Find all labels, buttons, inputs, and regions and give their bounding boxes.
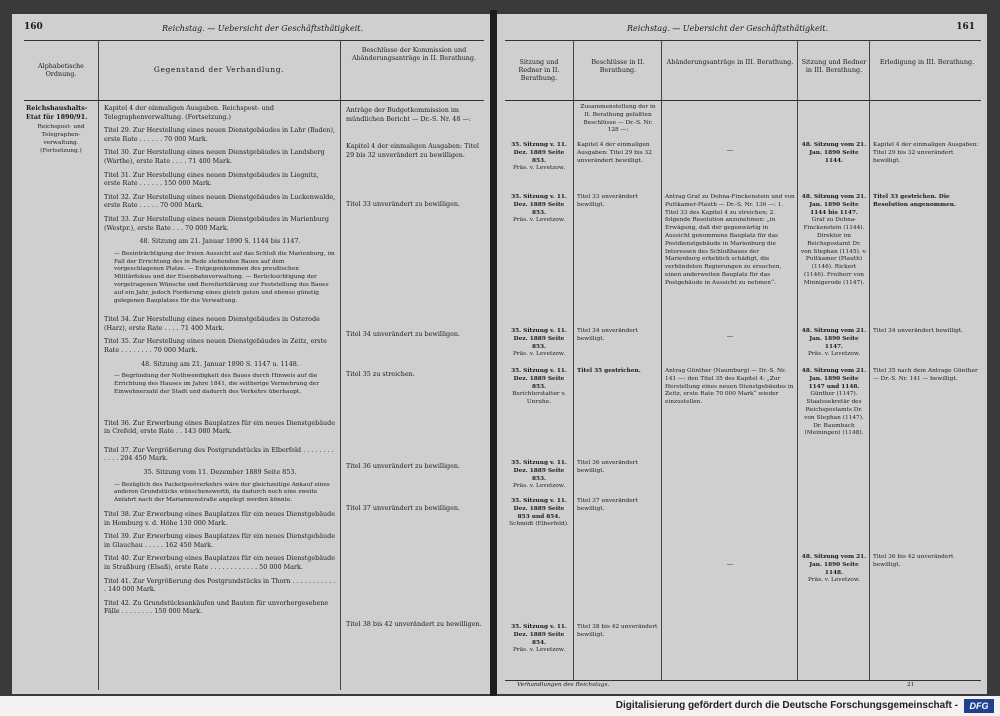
- speaker: Präs. v. Levetzow.: [512, 351, 566, 358]
- col-divider: [98, 40, 99, 690]
- decision-cell: Titel 38 bis 42 unverändert bewilligt.: [577, 624, 658, 638]
- column-header: Erledigung in III. Berathung.: [879, 58, 975, 66]
- entry-item: Titel 39. Zur Erwerbung eines Bauplatzes für ein neues Dienstgebäude in Glauchau . . . . . 162 450 Mark.: [104, 532, 335, 549]
- col-divider: [869, 40, 870, 680]
- session-ref: 48. Sitzung vom 21. Jan. 1890 Seite 1147.: [801, 328, 867, 350]
- session3-cell: [801, 554, 867, 585]
- column-header: Sitzung und Redner in III. Berathung.: [801, 58, 867, 74]
- entry-item: Titel 38. Zur Erwerbung eines Bauplatzes für ein neues Dienstgebäude in Homburg v. d. Höhe 130 000 Mark.: [104, 510, 335, 527]
- session-ref: 35. Sitzung v. 11. Dez. 1889 Seite 853.: [511, 194, 567, 216]
- decision-cell: Titel 36 unverändert bewilligt.: [577, 460, 638, 474]
- session-ref: 35. Sitzung vom 11. Dezember 1889 Seite 853.: [143, 468, 297, 477]
- commission-entry: Kapitel 4 der einmaligen Ausgaben: Titel 29 bis 32 unverändert zu bewilligen.: [346, 142, 479, 159]
- speakers: Präs. v. Levetzow.: [807, 351, 861, 358]
- entry-note: — Bezüglich des Packetpostverkehrs wäre der gleichzeitige Ankauf eines anderen Grundstücks wünschenswerth, da dadurch noch eine zweite Anfahrt nach der Mariannenstraße angelegt werden könnte.: [114, 481, 330, 504]
- commission-entry: Titel 35 zu streichen.: [346, 370, 415, 378]
- column-header: Gegenstand der Verhandlung.: [153, 65, 285, 74]
- footer-text: Digitalisierung gefördert durch die Deutsche Forschungsgemeinschaft -: [615, 700, 958, 711]
- entry-item: Titel 34. Zur Herstellung eines neuen Dienstgebäudes in Osterode (Harz), erste Rate . . . . 71 400 Mark.: [104, 315, 320, 332]
- entry-item: Titel 29. Zur Herstellung eines neuen Dienstgebäudes in Lahr (Baden), erste Rate . . . . . . 70 000 Mark.: [104, 126, 335, 143]
- sidebar-sub: Reichspost- und Telegraphen-verwaltung. (Fortsetzung.): [37, 124, 85, 154]
- entry-item: Titel 42. Zu Grundstücksankäufen und Bauten für unvorhergesehene Fälle . . . . . . . . 150 000 Mark.: [104, 598, 329, 616]
- speaker: Präs. v. Levetzow.: [512, 647, 566, 654]
- entries-column: [104, 104, 336, 621]
- speaker: Schmidt (Elberfeld).: [509, 521, 569, 528]
- session-cell: [507, 498, 571, 529]
- speakers: Graf zu Dohna-Finckenstein (1144). Direktor im Reichspostamt Dr. von Stephan (1145). v. Puttkamer (Plauth) (1146). Rickert (1146). Freiherr von Minnigerode (1147).: [801, 217, 867, 286]
- session-cell: [507, 328, 571, 359]
- rule-header: [505, 100, 981, 101]
- commission-entry: Titel 34 unverändert zu bewilligen.: [346, 330, 461, 338]
- entry-item: Titel 31. Zur Herstellung eines neuen Dienstgebäudes in Liegnitz, erste Rate . . . . . . 150 000 Mark.: [104, 170, 319, 188]
- session-ref: 35. Sitzung v. 11. Dez. 1889 Seite 854.: [511, 624, 567, 646]
- result-cell: Titel 36 bis 42 unverändert bewilligt.: [873, 554, 954, 568]
- result-cell: Kapitel 4 der einmaligen Ausgaben: Titel 29 bis 32 unverändert bewilligt.: [873, 142, 979, 164]
- column-header: Abänderungsanträge in III. Berathung.: [666, 58, 794, 66]
- rule-top: [505, 40, 981, 41]
- speaker: Präs. v. Levetzow.: [512, 483, 566, 490]
- speaker: Präs. v. Levetzow.: [512, 217, 566, 224]
- col-divider: [797, 40, 798, 680]
- session-ref: 35. Sitzung v. 11. Dez. 1889 Seite 853 und 854.: [511, 498, 567, 520]
- commission-column: [346, 14, 484, 694]
- amendment-cell: Antrag Günther (Naumburg) — Dr.-S. Nr. 141 —: den Titel 35 des Kapitel 4: „Zur Herstellung eines neuen Dienstgebäudes in Zeitz, erste Rate 70 000 Mark“ wieder einzustellen.: [665, 368, 794, 406]
- session3-cell: [801, 368, 867, 438]
- result-cell: Titel 34 unverändert bewilligt.: [873, 328, 964, 334]
- amendment-cell: —: [726, 146, 734, 154]
- session-cell: [507, 142, 571, 173]
- session-cell: [507, 624, 571, 655]
- session-ref: 48. Sitzung am 21. Januar 1890 S. 1144 bis 1147.: [139, 237, 301, 246]
- entry-note: — Beeinträchtigung der freien Aussicht auf das Schloß die Marienburg, im Fall der Errichtung des in Rede stehenden Baues auf dem vorgeschlagenen Platze. — Entgegenkommen des preußischen Militärfiskus und der Eisenbahnverwaltung. — Berücksichtigung der vorgetragenen Wünsche und Bereiterklärung zur Feststellung des Baues auf ein Jahr, jedoch Forderung eines gleich guten und ebenso günstig gelegenen Bauplatzes für die Verwaltung.: [114, 250, 335, 304]
- amendment-cell: —: [726, 332, 734, 340]
- column-header: Beschlüsse in II. Berathung.: [591, 58, 645, 74]
- col-divider: [573, 40, 574, 680]
- session-cell: [507, 460, 571, 491]
- commission-entry: Titel 36 unverändert zu bewilligen.: [346, 462, 461, 470]
- session-ref: 48. Sitzung vom 21. Jan. 1890 Seite 1148.: [801, 554, 867, 576]
- col-divider: [340, 40, 341, 690]
- amendment-cell: —: [726, 560, 734, 568]
- book-gutter: [490, 10, 497, 700]
- running-head: Reichstag. — Uebersicht der Geschäftsthätigkeit.: [162, 24, 364, 33]
- speakers: Präs. v. Levetzow.: [807, 577, 861, 584]
- speaker: Präs. v. Levetzow.: [512, 165, 566, 172]
- column-header: Sitzung und Redner in II. Berathung.: [518, 58, 560, 82]
- left-page: [12, 14, 490, 694]
- entry-item: Titel 33. Zur Herstellung eines neuen Dienstgebäudes in Marienburg (Westpr.), erste Rate . . . 70 000 Mark.: [104, 214, 329, 232]
- session3-cell: [801, 194, 867, 288]
- entry-item: Titel 40. Zur Erwerbung eines Bauplatzes für ein neues Dienstgebäude in Straßburg (Elsaß), erste Rate . . . . . . . . . . . . 50 000 Mark.: [104, 554, 335, 571]
- session3-cell: [801, 328, 867, 359]
- sidebar: [26, 104, 96, 155]
- result-cell: Titel 35 nach dem Antrage Günther — Dr.-S. Nr. 141 — bewilligt.: [873, 368, 978, 382]
- amendment-cell: Antrag Graf zu Dohna-Finckenstein und von Puttkamer-Plauth — Dr.-S. Nr. 136 —: 1. Titel 33 des Kapitel 4 zu streichen; 2. folgende Resolution anzunehmen: „in Erwägung, daß der gegenwärtig in Aussicht genommene Bauplatz für das Postdienstgebäude in Marienburg die Interessen des Schloßbaues der Marienburg erheblich schädigt, die verbündeten Regierungen zu ersuchen, einen anderweiten Bauplatz für das Postgebäude in Aussicht zu nehmen“.: [665, 194, 795, 286]
- session-ref: 35. Sitzung v. 11. Dez. 1889 Seite 853.: [511, 328, 567, 350]
- session-ref: 35. Sitzung v. 11. Dez. 1889 Seite 853.: [511, 368, 567, 390]
- column-header: Alphabetische Ordnung.: [38, 62, 84, 78]
- sidebar-title: Reichshaushalts-Etat für 1890/91.: [26, 104, 88, 121]
- result-cell: Titel 33 gestrichen. Die Resolution angenommen.: [873, 194, 957, 208]
- dfg-logo[interactable]: DFG: [964, 699, 994, 713]
- session-ref: 48. Sitzung vom 21. Jan. 1890 Seite 1147 und 1148.: [801, 368, 867, 390]
- session-ref: 35. Sitzung v. 11. Dez. 1889 Seite 853.: [511, 460, 567, 482]
- session-cell: [507, 368, 571, 407]
- footer-bar: [0, 696, 1000, 716]
- entry-item: Titel 41. Zur Vergrößerung des Postgrundstücks in Thorn . . . . . . . . . . . . 140 000 Mark.: [104, 576, 336, 594]
- commission-entry: Titel 38 bis 42 unverändert zu bewilligen.: [346, 620, 482, 628]
- session-cell: [507, 194, 571, 225]
- entry-item: Titel 30. Zur Herstellung eines neuen Dienstgebäudes in Landsberg (Warthe), erste Rate . . . . 71 400 Mark.: [104, 148, 325, 165]
- decision-cell: Titel 37 unverändert bewilligt.: [577, 498, 638, 512]
- session-ref: 35. Sitzung v. 11. Dez. 1889 Seite 853.: [511, 142, 567, 164]
- commission-entry: Anträge der Budgetkommission im mündlichen Bericht — Dr.-S. Nr. 48 —:: [346, 106, 471, 123]
- speakers: Günther (1147). Staatssekretär des Reichspostamts Dr. von Stephan (1147). Dr. Baumbach (Meiningen) (1148).: [804, 391, 864, 437]
- decision-cell: Titel 33 unverändert bewilligt.: [577, 194, 638, 208]
- session-ref: 48. Sitzung vom 21. Jan. 1890 Seite 1144 bis 1147.: [801, 194, 867, 216]
- decision-cell: Kapitel 4 der einmaligen Ausgaben: Titel 29 bis 32 unverändert bewilligt.: [577, 142, 652, 164]
- entry-item: Titel 37. Zur Vergrößerung des Postgrundstücks in Elberfeld . . . . . . . . . . . . 204 450 Mark.: [104, 445, 334, 463]
- entry-item: Titel 35. Zur Herstellung eines neuen Dienstgebäudes in Zeitz, erste Rate . . . . . . . . 70 000 Mark.: [104, 337, 327, 355]
- session-ref: 48. Sitzung am 21. Januar 1890 S. 1147 u. 1148.: [141, 359, 299, 368]
- running-head: Reichstag. — Uebersicht der Geschäftsthätigkeit.: [627, 24, 829, 33]
- rule-bottom: [505, 680, 981, 681]
- col-divider: [661, 40, 662, 680]
- bottom-note: Verhandlungen des Reichstags.: [517, 682, 610, 688]
- speaker: Berichterstatter v. Unruhe.: [512, 391, 566, 406]
- decision-cell: Titel 34 unverändert bewilligt.: [577, 328, 638, 342]
- entry-item: Titel 32. Zur Herstellung eines neuen Dienstgebäudes in Luckenwalde, erste Rate . . . . . 70 000 Mark.: [104, 192, 336, 210]
- signature-mark: 21: [907, 682, 915, 688]
- column-header: Beschlüsse der Kommission und Abänderungsanträge in II. Berathung.: [351, 46, 477, 62]
- commission-entry: Titel 37 unverändert zu bewilligen.: [346, 504, 461, 512]
- entry-item: Titel 36. Zur Erwerbung eines Bauplatzes für ein neues Dienstgebäude in Crefeld, erste Rate . . 143 080 Mark.: [104, 418, 335, 436]
- compilation-note: Zusammenstellung der in II. Berathung gefaßten Beschlüsse — Dr.-S. Nr. 128 —:: [580, 104, 656, 134]
- page-number: 160: [24, 22, 43, 32]
- commission-entry: Titel 33 unverändert zu bewilligen.: [346, 200, 461, 208]
- right-page: [497, 14, 987, 694]
- session3-cell: 48. Sitzung vom 21. Jan. 1890 Seite 1144.: [801, 142, 867, 164]
- entry-note: — Begründung der Nothwendigkeit des Baues durch Hinweis auf die Errichtung des Hauses im Jahre 1841, die seitherige Vermehrung der Einwohnerzahl der Stadt und dadurch des Verkehrs überhaupt.: [114, 373, 319, 395]
- page-number: 161: [956, 22, 975, 32]
- entry-item: Kapitel 4 der einmaligen Ausgaben. Reichspost- und Telegraphenverwaltung. (Fortsetzung.): [104, 104, 274, 121]
- decision-cell: Titel 35 gestrichen.: [577, 368, 641, 374]
